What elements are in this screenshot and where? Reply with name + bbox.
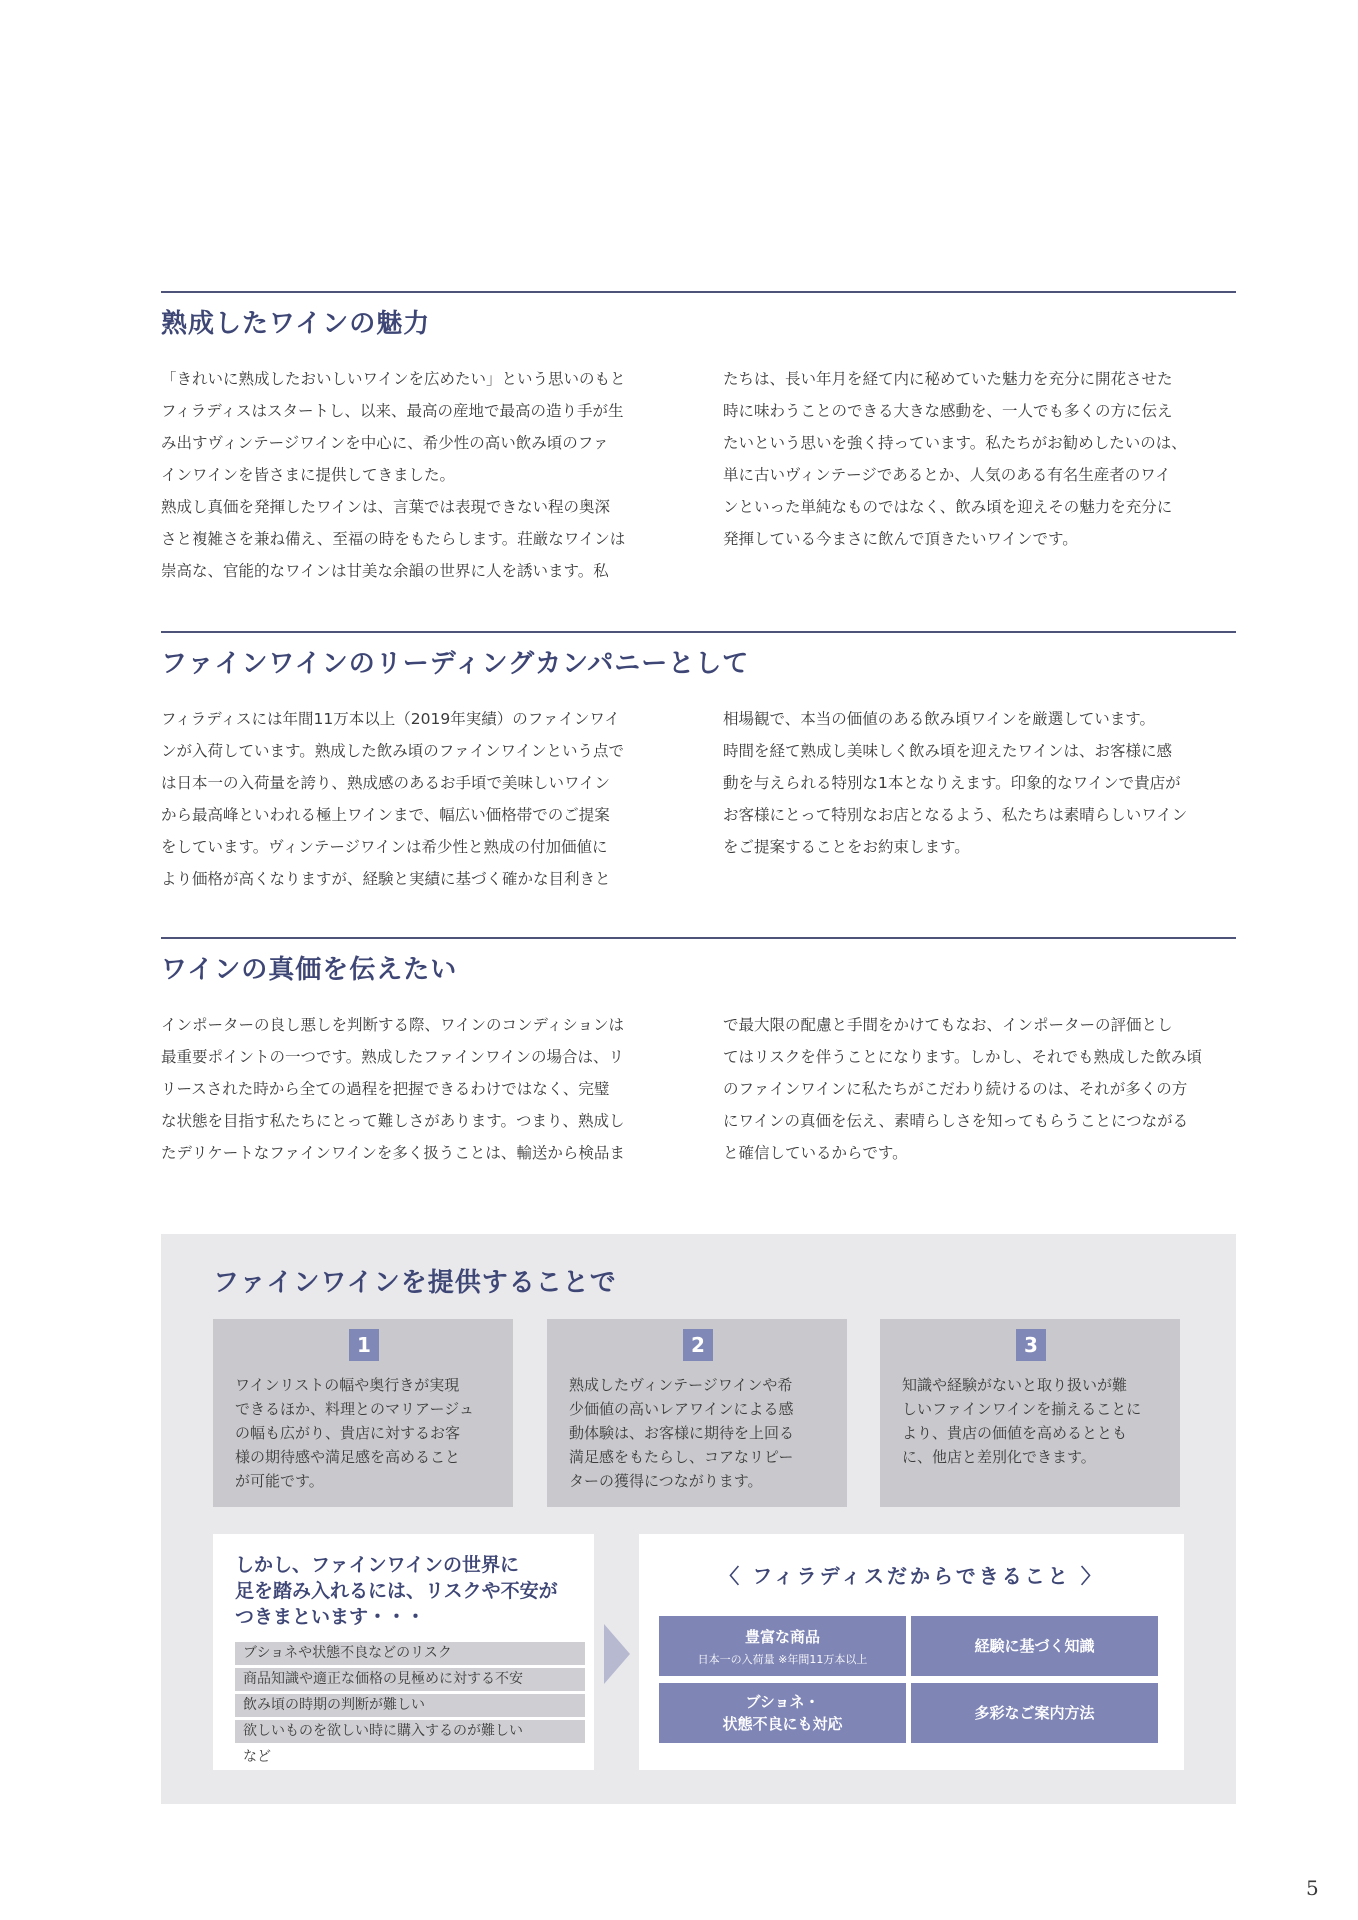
body-text-left: フィラディスには年間11万本以上（2019年実績）のファインワイ ンが入荷しています。熟成した飲み頃のファインワインという点で は日本一の入荷量を誇り、熟成感のあるお手頃で美味しいワイン から最高峰といわれる極上ワインまで、幅広い価格帯でのご提案 をしています。ヴィンテージワインは希少性と熟成の付加価値に より価格が高くなりますが、経験と実績に基づく確かな目利きと [161,710,624,888]
section-heading: 熟成したワインの魅力 [161,309,431,339]
capability-guidance [911,1683,1158,1743]
body-text-right: で最大限の配慮と手間をかけてもなお、インポーターの評価とし てはリスクを伴うことになります。しかし、それでも熟成した飲み頃 のファインワインに私たちがこだわり続けるのは、それが多くの方 にワインの真価を伝え、素晴らしさを知ってもらうことにつながる と確信しているからです。 [723,1016,1202,1162]
capabilities-title: 〈 フィラディスだからできること 〉 [719,1564,1104,1588]
benefit-text: 熟成したヴィンテージワインや希 少価値の高いレアワインによる感 動体験は、お客様に期待を上回る 満足感をもたらし、コアなリピー ターの獲得につながります。 [569,1376,795,1490]
section-rule [161,631,1236,633]
risk-item: 欲しいものを欲しい時に購入するのが難しい [235,1720,585,1743]
page-number: 5 [1306,1876,1319,1900]
benefit-number-badge: 2 [683,1329,713,1361]
risk-item: 飲み頃の時期の判断が難しい [235,1694,585,1717]
capabilities-panel [639,1534,1184,1770]
risk-panel [213,1534,594,1770]
capability-sublabel: 日本一の入荷量 ※年間11万本以上 [697,1653,868,1666]
body-text-right: たちは、長い年月を経て内に秘めていた魅力を充分に開花させた 時に味わうことのできる大きな感動を、一人でも多くの方に伝え たいという思いを強く持っています。私たちがお勧めしたいのは、 単に古いヴィンテージであるとか、人気のある有名生産者のワイ ンといった単純なものではなく、飲み頃を迎えその魅力を充分に 発揮している今まさに飲んで頂きたいワインです。 [723,370,1187,548]
risk-item: 商品知識や適正な価格の見極めに対する不安 [235,1668,585,1691]
risk-list [235,1642,585,1768]
risk-etc: など [243,1749,271,1765]
body-text-left: 「きれいに熟成したおいしいワインを広めたい」という思いのもと フィラディスはスタートし、以来、最高の産地で最高の造り手が生 み出すヴィンテージワインを中心に、希少性の高い飲み頃のファ インワインを皆さまに提供してきました。 熟成し真価を発揮したワインは、言葉では表現できない程の奥深 さと複雑さを兼ね備え、至福の時をもたらします。荘厳なワインは 崇高な、官能的なワインは甘美な余韻の世界に人を誘います。私 [161,370,626,580]
benefit-number-badge: 3 [1016,1329,1046,1361]
benefits-title: ファインワインを提供することで [213,1268,617,1298]
benefit-text: ワインリストの幅や奥行きが実現 できるほか、料理とのマリアージュ の幅も広がり、貴店に対するお客 様の期待感や満足感を高めること が可能です。 [235,1376,474,1490]
capability-label: 経験に基づく知識 [974,1637,1095,1655]
capability-rich-products [659,1616,906,1676]
section-aging-appeal [161,291,1236,587]
risk-item: ブショネや状態不良などのリスク [235,1642,585,1665]
benefit-text: 知識や経験がないと取り扱いが難 しいファインワインを揃えることに より、貴店の価値を高めるととも に、他店と差別化できます。 [902,1376,1142,1466]
benefit-card-2 [547,1319,847,1507]
benefits-box [161,1234,1236,1804]
benefit-number-badge: 1 [349,1329,379,1361]
body-text-right: 相場観で、本当の価値のある飲み頃ワインを厳選しています。 時間を経て熟成し美味しく飲み頃を迎えたワインは、お客様に感 動を与えられる特別な1本となりえます。印象的なワインで貴店が お客様にとって特別なお店となるよう、私たちは素晴らしいワイン をご提案することをお約束します。 [723,710,1188,856]
capability-label-line2: 状態不良にも対応 [722,1715,843,1733]
section-true-value [161,937,1236,1169]
section-leading-company [161,631,1236,895]
body-text-left: インポーターの良し悪しを判断する際、ワインのコンディションは 最重要ポイントの一つです。熟成したファインワインの場合は、リ リースされた時から全ての過程を把握できるわけではなく、完璧 な状態を目指す私たちにとって難しさがあります。つまり、熟成し たデリケートなファインワインを多く扱うことは、輸送から検品ま [161,1016,625,1162]
section-heading: ファインワインのリーディングカンパニーとして [161,649,750,679]
arrow-right-icon [604,1624,630,1684]
section-rule [161,937,1236,939]
capability-knowledge [911,1616,1158,1676]
benefit-card-3 [880,1319,1180,1507]
capability-label: 多彩なご案内方法 [974,1704,1095,1722]
risk-heading: しかし、ファインワインの世界に 足を踏み入れるには、リスクや不安が つきまといます・・・ [235,1554,558,1628]
capability-label: 豊富な商品 [744,1628,820,1646]
capability-label: ブショネ・ [745,1693,820,1711]
capability-bouchonne [659,1683,906,1743]
benefit-card-1 [213,1319,513,1507]
section-rule [161,291,1236,293]
section-heading: ワインの真価を伝えたい [161,955,458,985]
